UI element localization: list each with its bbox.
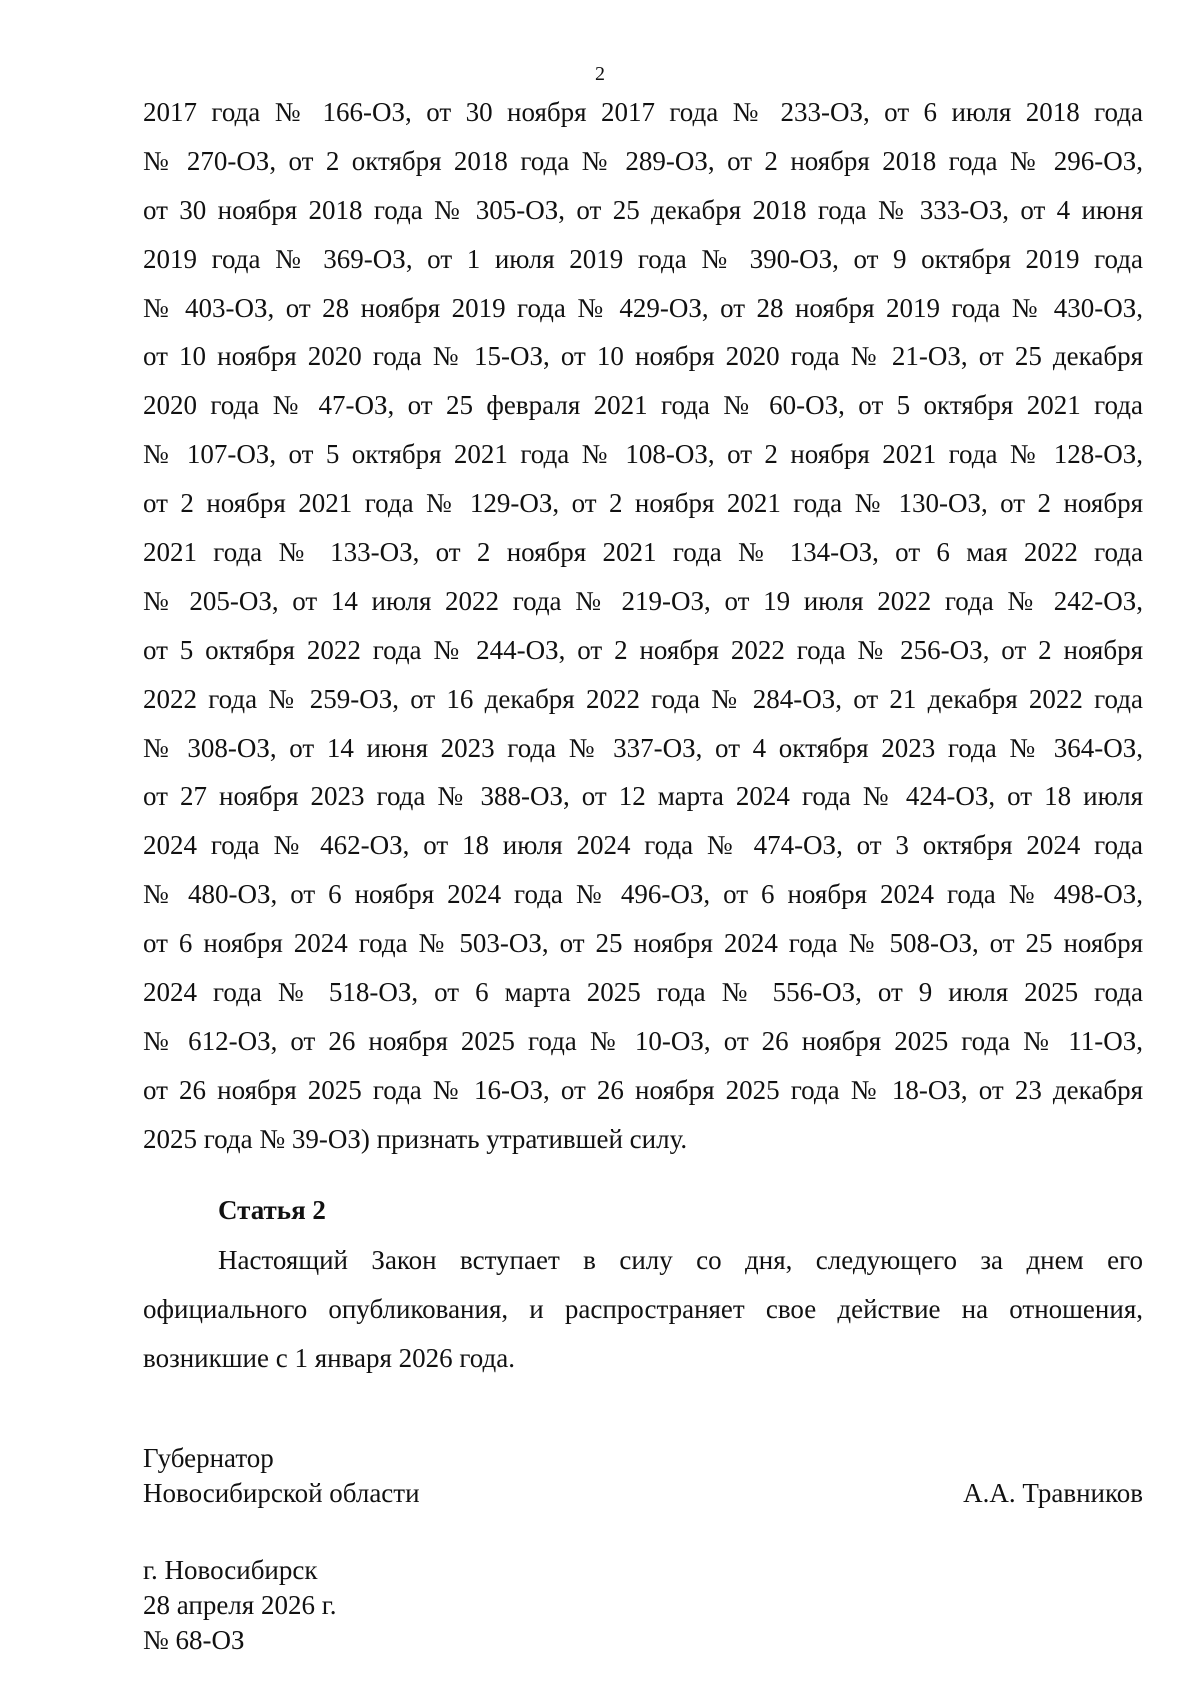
body-line: от 30 ноября 2018 года № 305-ОЗ, от 25 декабря 2018 года № 333-ОЗ, от 4 июня: [143, 194, 1143, 225]
body-line: 2024 года № 518-ОЗ, от 6 марта 2025 года № 556-ОЗ, от 9 июля 2025 года: [143, 977, 1143, 1008]
signature-block: [143, 1441, 1143, 1511]
body-line: от 10 ноября 2020 года № 15-ОЗ, от 10 ноября 2020 года № 21-ОЗ, от 25 декабря: [143, 341, 1143, 372]
document-date: 28 апреля 2026 г.: [143, 1590, 337, 1620]
law-amendments-list: [143, 88, 1143, 1164]
page-number: 2: [595, 63, 605, 85]
signature-row: [143, 1476, 1143, 1511]
body-line: 2024 года № 462-ОЗ, от 18 июля 2024 года № 474-ОЗ, от 3 октября 2024 года: [143, 830, 1143, 861]
body-line: от 6 ноября 2024 года № 503-ОЗ, от 25 ноября 2024 года № 508-ОЗ, от 25 ноября: [143, 928, 1143, 959]
signatory-title-line2: Новосибирской области: [143, 1478, 420, 1508]
document-number: № 68-ОЗ: [143, 1625, 245, 1655]
body-line: 2019 года № 369-ОЗ, от 1 июля 2019 года № 390-ОЗ, от 9 октября 2019 года: [143, 243, 1143, 274]
signatory-title-line1: Губернатор: [143, 1443, 274, 1473]
body-line: № 308-ОЗ, от 14 июня 2023 года № 337-ОЗ, от 4 октября 2023 года № 364-ОЗ,: [143, 732, 1143, 763]
body-line: № 480-ОЗ, от 6 ноября 2024 года № 496-ОЗ, от 6 ноября 2024 года № 498-ОЗ,: [143, 879, 1143, 910]
signatory-name: А.А. Травников: [963, 1478, 1143, 1508]
body-line: 2020 года № 47-ОЗ, от 25 февраля 2021 года № 60-ОЗ, от 5 октября 2021 года: [143, 390, 1143, 421]
body-line: от 26 ноября 2025 года № 16-ОЗ, от 26 ноября 2025 года № 18-ОЗ, от 23 декабря: [143, 1074, 1143, 1105]
article-line: возникшие с 1 января 2026 года.: [143, 1342, 515, 1373]
article-line: Настоящий Закон вступает в силу со дня, следующего за днем его: [218, 1245, 1143, 1275]
body-line: № 612-ОЗ, от 26 ноября 2025 года № 10-ОЗ, от 26 ноября 2025 года № 11-ОЗ,: [143, 1025, 1143, 1056]
place-date-number-block: [143, 1553, 336, 1658]
body-line: 2025 года № 39-ОЗ) признать утратившей силу.: [143, 1123, 688, 1154]
body-line: 2021 года № 133-ОЗ, от 2 ноября 2021 года № 134-ОЗ, от 6 мая 2022 года: [143, 537, 1143, 568]
body-line: № 107-ОЗ, от 5 октября 2021 года № 108-ОЗ, от 2 ноября 2021 года № 128-ОЗ,: [143, 439, 1143, 470]
body-line: 2017 года № 166-ОЗ, от 30 ноября 2017 года № 233-ОЗ, от 6 июля 2018 года: [143, 97, 1143, 127]
body-line: от 27 ноября 2023 года № 388-ОЗ, от 12 марта 2024 года № 424-ОЗ, от 18 июля: [143, 781, 1143, 812]
city: г. Новосибирск: [143, 1555, 318, 1585]
body-line: № 205-ОЗ, от 14 июля 2022 года № 219-ОЗ, от 19 июля 2022 года № 242-ОЗ,: [143, 585, 1143, 616]
body-line: № 270-ОЗ, от 2 октября 2018 года № 289-ОЗ, от 2 ноября 2018 года № 296-ОЗ,: [143, 145, 1143, 176]
body-line: от 5 октября 2022 года № 244-ОЗ, от 2 ноября 2022 года № 256-ОЗ, от 2 ноября: [143, 634, 1143, 665]
body-line: № 403-ОЗ, от 28 ноября 2019 года № 429-ОЗ, от 28 ноября 2019 года № 430-ОЗ,: [143, 292, 1143, 323]
article-line: официального опубликования, и распространяет свое действие на отношения,: [143, 1293, 1143, 1324]
body-line: от 2 ноября 2021 года № 129-ОЗ, от 2 ноября 2021 года № 130-ОЗ, от 2 ноября: [143, 488, 1143, 519]
article-heading: Статья 2: [218, 1195, 326, 1225]
body-line: 2022 года № 259-ОЗ, от 16 декабря 2022 года № 284-ОЗ, от 21 декабря 2022 года: [143, 683, 1143, 714]
article-body: [143, 1236, 1143, 1383]
